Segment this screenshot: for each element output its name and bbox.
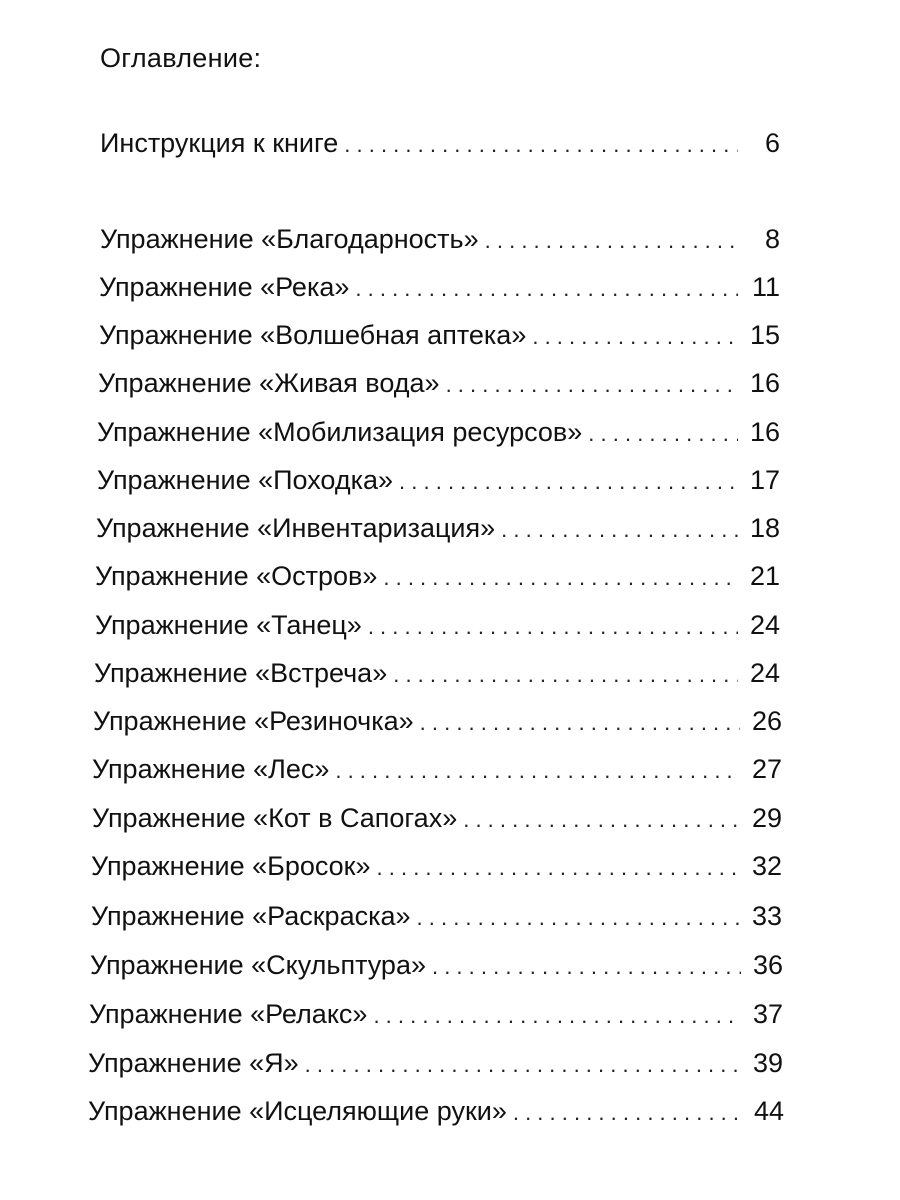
toc-entry-title: Упражнение «Раскраска» <box>91 901 411 931</box>
toc-entry-page: 33 <box>751 901 782 931</box>
toc-entry <box>88 1048 783 1084</box>
toc-entry-title: Упражнение «Мобилизация ресурсов» <box>97 417 583 447</box>
toc-entry-title: Упражнение «Походка» <box>97 465 394 495</box>
toc-entry <box>100 224 780 260</box>
toc-dot-leader <box>344 132 738 158</box>
toc-entry <box>100 128 780 164</box>
toc-entry <box>92 803 782 839</box>
toc-dot-leader <box>532 324 738 350</box>
toc-dot-leader <box>368 614 738 640</box>
toc-entry-page: 6 <box>764 128 780 158</box>
toc-entry-page: 44 <box>753 1096 784 1126</box>
toc-entry-title: Упражнение «Остров» <box>95 561 378 591</box>
toc-entry-title: Упражнение «Инвентаризация» <box>96 513 496 543</box>
toc-entry <box>88 1096 784 1132</box>
toc-dot-leader <box>355 276 738 302</box>
toc-entry-title: Упражнение «Лес» <box>92 754 330 784</box>
toc-entry-page: 16 <box>749 368 780 398</box>
toc-entry-page: 21 <box>749 561 780 591</box>
toc-entry-page: 8 <box>764 224 780 254</box>
toc-entry-title: Упражнение «Живая вода» <box>98 368 440 398</box>
toc-entry <box>99 272 780 308</box>
toc-entry-title: Упражнение «Благодарность» <box>100 224 479 254</box>
toc-entry-page: 27 <box>751 754 782 784</box>
toc-heading: Оглавление: <box>100 43 262 73</box>
toc-entry <box>91 851 782 887</box>
toc-dot-leader <box>588 421 738 447</box>
toc-entry-page: 36 <box>752 950 783 980</box>
toc-dot-leader <box>393 662 738 688</box>
toc-dot-leader <box>446 372 738 398</box>
toc-dot-leader <box>373 1003 741 1029</box>
toc-entry-title: Упражнение «Релакс» <box>89 999 368 1029</box>
toc-entry-page: 24 <box>749 658 780 688</box>
toc-dot-leader <box>417 905 740 931</box>
toc-entry-title: Упражнение «Исцеляющие руки» <box>88 1096 507 1126</box>
toc-entry <box>94 658 780 694</box>
toc-entry-title: Упражнение «Река» <box>99 272 350 302</box>
toc-entry-title: Упражнение «Резиночка» <box>93 706 414 736</box>
toc-entry-page: 11 <box>751 272 780 302</box>
toc-entry-title: Упражнение «Я» <box>88 1048 299 1078</box>
toc-entry-title: Упражнение «Танец» <box>95 610 362 640</box>
toc-dot-leader <box>463 807 740 833</box>
toc-entry-title: Упражнение «Кот в Сапогах» <box>92 803 458 833</box>
toc-dot-leader <box>513 1100 742 1126</box>
toc-entry-page: 18 <box>749 513 780 543</box>
toc-entry-page: 37 <box>752 999 783 1029</box>
toc-entry-title: Упражнение «Скульптура» <box>90 950 426 980</box>
toc-entry <box>90 950 783 986</box>
toc-entry <box>97 465 780 501</box>
toc-entry-title: Упражнение «Встреча» <box>94 658 388 688</box>
toc-entry-page: 15 <box>749 320 780 350</box>
toc-dot-leader <box>420 710 740 736</box>
toc-entry-title: Инструкция к книге <box>100 128 339 158</box>
toc-entry <box>91 901 782 937</box>
toc-entry <box>98 368 780 404</box>
toc-entry-page: 26 <box>751 706 782 736</box>
toc-entry-page: 17 <box>749 465 780 495</box>
toc-entry-page: 16 <box>749 417 780 447</box>
toc-dot-leader <box>399 469 738 495</box>
toc-entry <box>89 999 783 1035</box>
toc-dot-leader <box>305 1052 741 1078</box>
toc-entry-page: 32 <box>751 851 782 881</box>
toc-entry <box>97 417 780 453</box>
toc-entry <box>95 610 780 646</box>
toc-entry <box>93 706 782 742</box>
toc-entry-page: 39 <box>752 1048 783 1078</box>
toc-entry <box>95 561 780 597</box>
toc-dot-leader <box>335 758 740 784</box>
toc-dot-leader <box>432 954 741 980</box>
toc-entry <box>99 320 780 356</box>
toc-entry <box>92 754 782 790</box>
toc-entry-page: 24 <box>749 610 780 640</box>
toc-entry-page: 29 <box>751 803 782 833</box>
toc-dot-leader <box>501 517 738 543</box>
toc-dot-leader <box>485 228 738 254</box>
toc-entry-title: Упражнение «Волшебная аптека» <box>99 320 527 350</box>
toc-entry-title: Упражнение «Бросок» <box>91 851 371 881</box>
toc-dot-leader <box>377 855 740 881</box>
toc-dot-leader <box>383 565 738 591</box>
toc-entry <box>96 513 780 549</box>
